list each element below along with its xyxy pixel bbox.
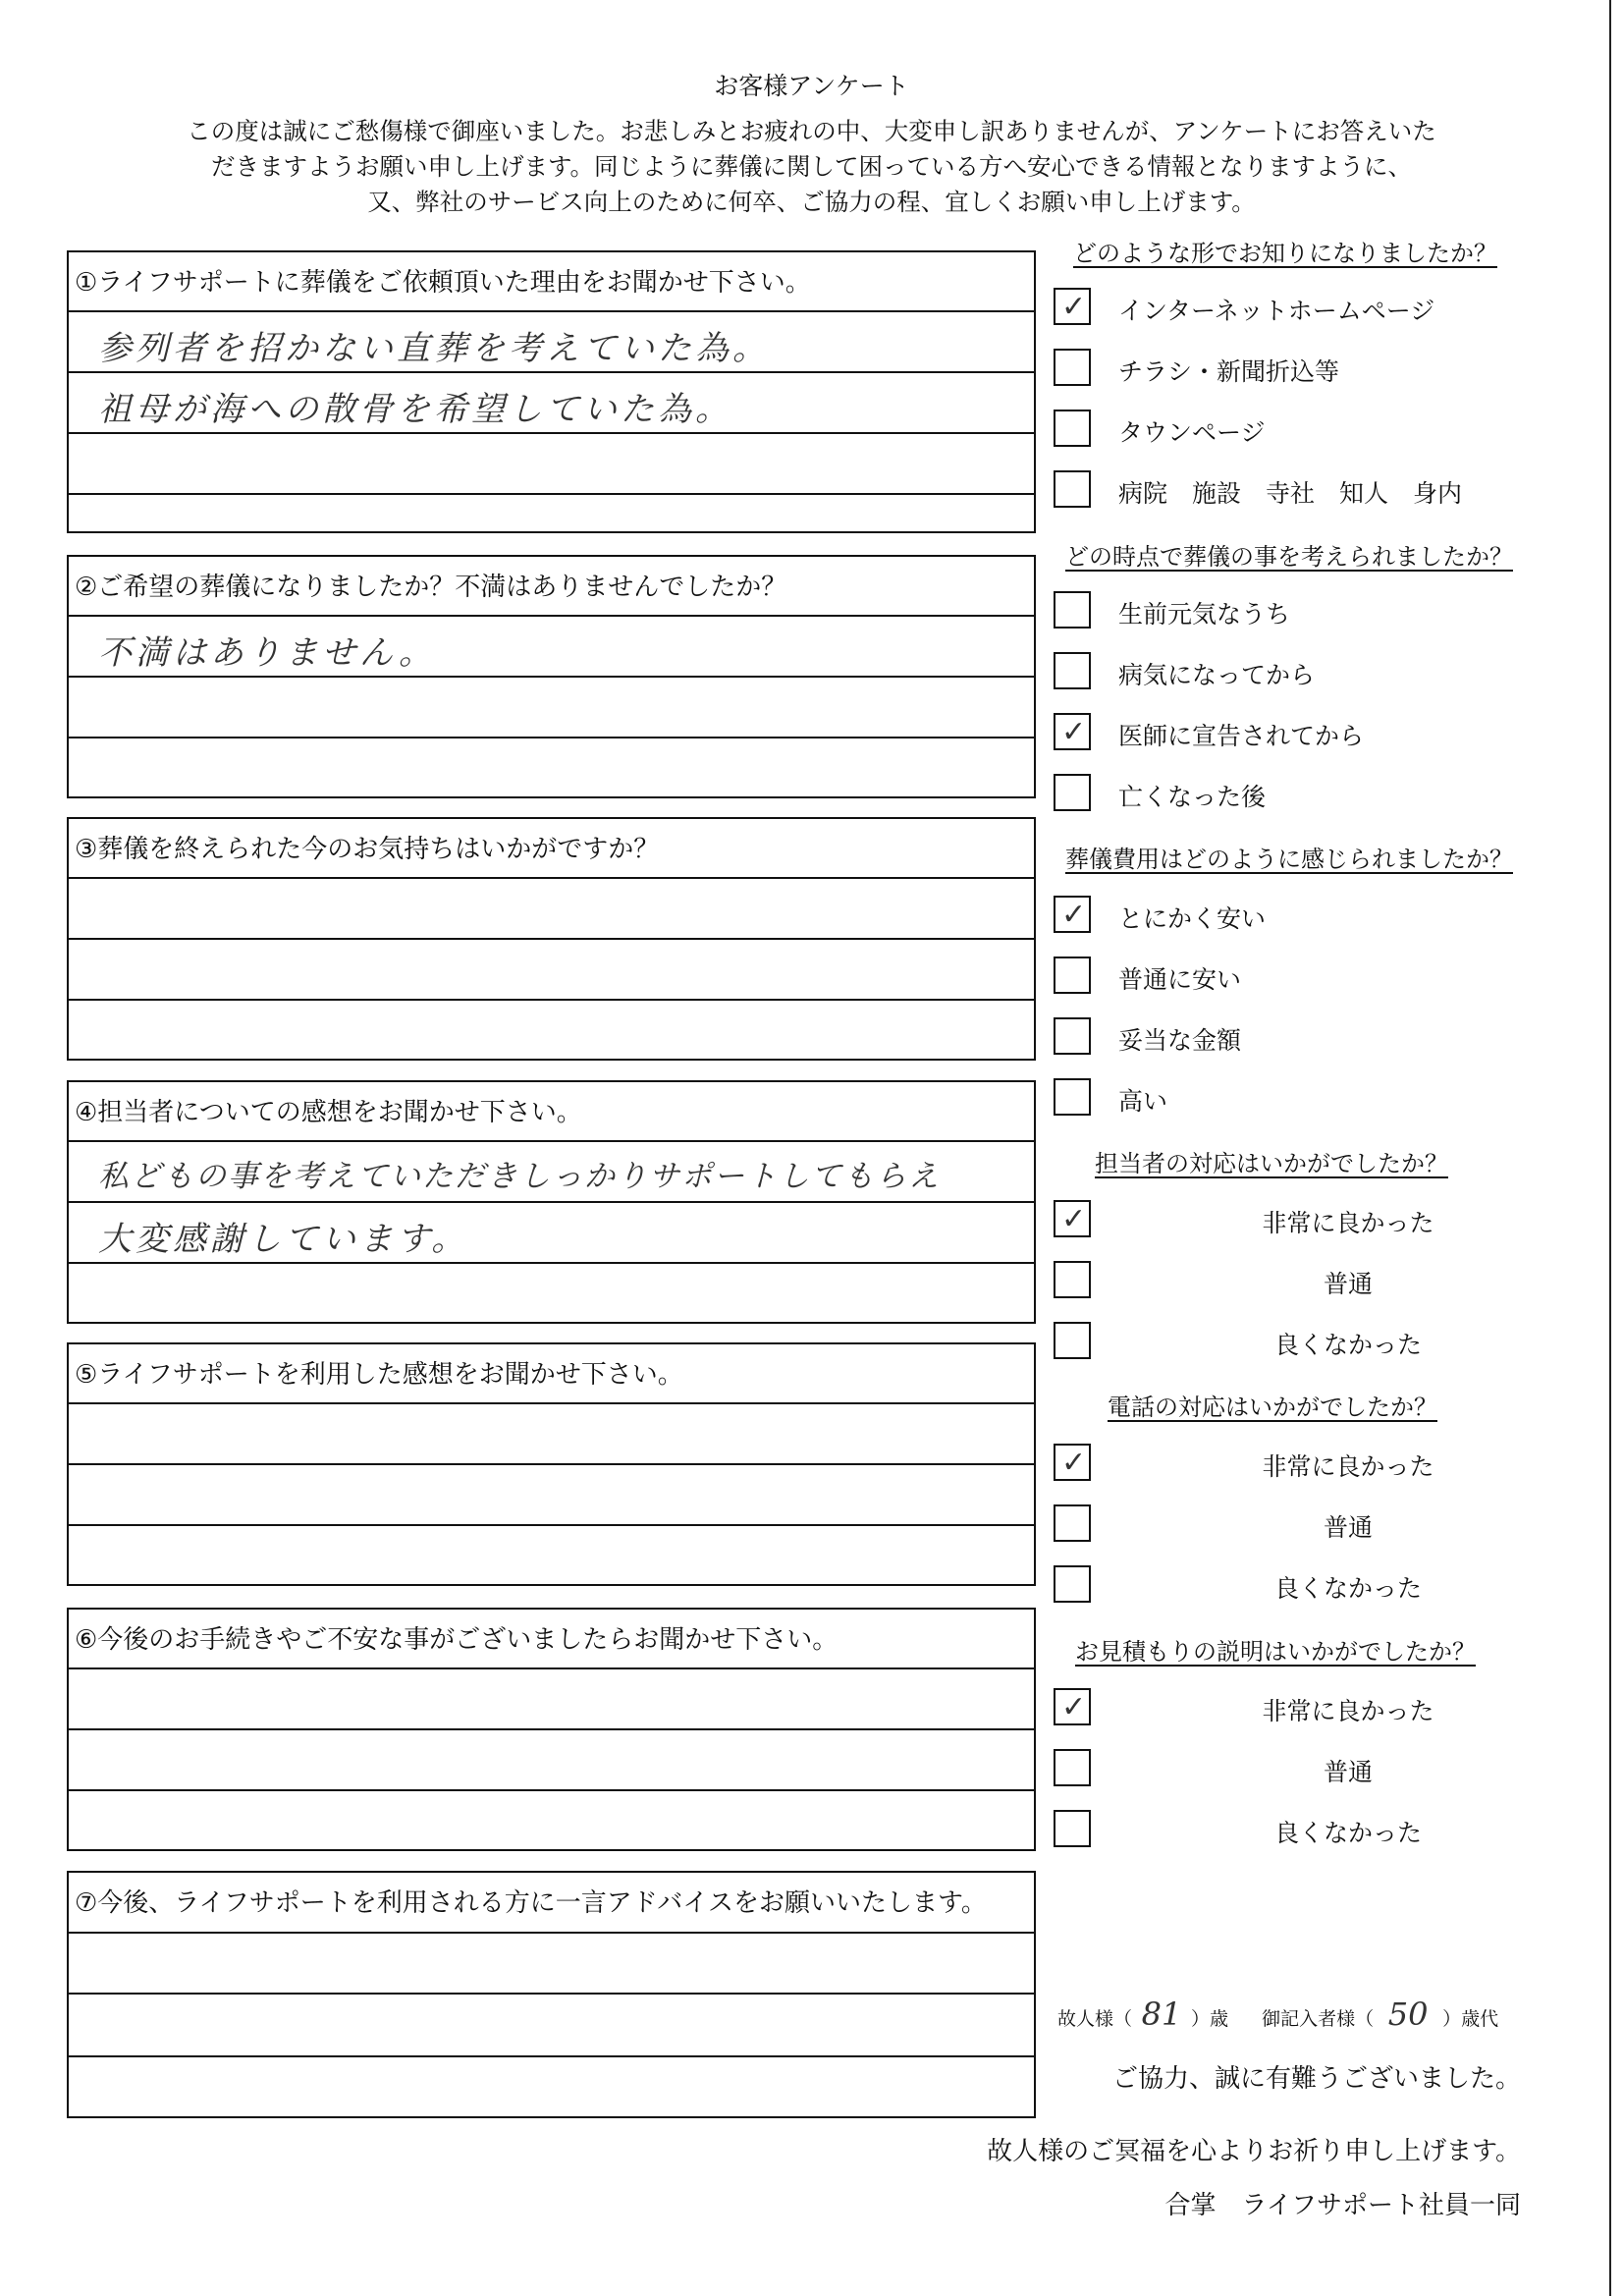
answer-rule xyxy=(69,1262,1034,1264)
option-label: とにかく安い xyxy=(1118,904,1267,933)
answer-rule xyxy=(69,1463,1034,1465)
writer-age-value[interactable]: 50 xyxy=(1387,1995,1429,2033)
question-4-box xyxy=(67,1080,1036,1324)
option-hospital[interactable] xyxy=(1054,470,1603,512)
option-label: チラシ・新聞折込等 xyxy=(1118,357,1340,386)
answer-rule xyxy=(69,615,1034,617)
intro-text xyxy=(59,114,1564,220)
option-label: 病院 施設 寺社 知人 身内 xyxy=(1118,479,1463,508)
question-1-box xyxy=(67,250,1036,533)
option-expensive[interactable] xyxy=(1054,1078,1603,1120)
checkbox[interactable] xyxy=(1054,1017,1091,1055)
option-label: 非常に良かった xyxy=(1262,1209,1434,1237)
option-estimate-normal[interactable] xyxy=(1054,1749,1603,1790)
deceased-age-suffix: ）歳 xyxy=(1191,2008,1229,2030)
checkbox[interactable] xyxy=(1054,896,1091,933)
checkbox[interactable] xyxy=(1054,713,1091,750)
checkbox[interactable] xyxy=(1054,1322,1091,1359)
answer-rule xyxy=(69,1524,1034,1526)
answer-rule xyxy=(69,676,1034,678)
checkmark-icon: ✓ xyxy=(1061,1690,1087,1724)
question-3-label: ③葬儀を終えられた今のお気持ちはいかがですか？ xyxy=(75,835,660,864)
closing-text: 故人様のご冥福を心よりお祈り申し上げます。 xyxy=(987,2137,1521,2166)
checkbox[interactable] xyxy=(1054,288,1091,325)
answer-rule xyxy=(69,1402,1034,1404)
answer-rule xyxy=(69,2055,1034,2057)
checkbox[interactable] xyxy=(1054,1688,1091,1725)
option-label: タウンページ xyxy=(1118,418,1266,447)
option-label: 良くなかった xyxy=(1273,1331,1422,1359)
checkbox[interactable] xyxy=(1054,1749,1091,1786)
option-staff-excellent[interactable] xyxy=(1054,1200,1603,1241)
page-title: お客様アンケート xyxy=(714,72,909,100)
option-label: 普通 xyxy=(1323,1758,1373,1786)
question-3-box xyxy=(67,817,1036,1061)
option-label: 医師に宣告されてから xyxy=(1118,722,1365,750)
page-edge-line xyxy=(1609,0,1611,2296)
option-flyer[interactable] xyxy=(1054,349,1603,390)
question-7-label: ⑦今後、ライフサポートを利用される方に一言アドバイスをお願いいたします。 xyxy=(75,1888,987,1918)
intro-line: 又、弊社のサービス向上のために何卒、ご協力の程、宜しくお願い申し上げます。 xyxy=(367,188,1256,216)
checkbox[interactable] xyxy=(1054,410,1091,447)
handwritten-answer[interactable]: 参列者を招かない直葬を考えていた為。 xyxy=(98,329,770,368)
checkbox[interactable] xyxy=(1054,470,1091,508)
option-town-page[interactable] xyxy=(1054,410,1603,451)
option-label: 妥当な金額 xyxy=(1118,1026,1242,1055)
section-heading-timing: どの時点で葬儀の事を考えられましたか？ xyxy=(1065,543,1513,571)
section-heading-source: どのような形でお知りになりましたか？ xyxy=(1073,240,1497,267)
option-cheap[interactable] xyxy=(1054,957,1603,998)
question-5-label: ⑤ライフサポートを利用した感想をお聞かせ下さい。 xyxy=(75,1360,683,1390)
answer-rule xyxy=(69,310,1034,312)
answer-rule xyxy=(69,877,1034,879)
option-phone-poor[interactable] xyxy=(1054,1565,1603,1607)
option-healthy[interactable] xyxy=(1054,591,1603,632)
checkbox[interactable] xyxy=(1054,1078,1091,1116)
option-label: 生前元気なうち xyxy=(1118,600,1291,629)
section-heading-phone: 電話の対応はいかがでしたか？ xyxy=(1108,1394,1437,1421)
option-very-cheap[interactable] xyxy=(1054,896,1603,937)
question-6-box xyxy=(67,1608,1036,1851)
option-estimate-poor[interactable] xyxy=(1054,1810,1603,1851)
answer-rule xyxy=(69,1201,1034,1203)
writer-age-suffix: ）歳代 xyxy=(1442,2008,1499,2030)
option-label: 普通に安い xyxy=(1118,965,1242,994)
thanks-text: ご協力、誠に有難うございました。 xyxy=(1111,2064,1521,2094)
checkbox[interactable] xyxy=(1054,1504,1091,1542)
answer-rule xyxy=(69,999,1034,1001)
option-staff-poor[interactable] xyxy=(1054,1322,1603,1363)
answer-rule xyxy=(69,493,1034,495)
checkbox[interactable] xyxy=(1054,591,1091,629)
option-label: 普通 xyxy=(1323,1270,1373,1298)
checkbox[interactable] xyxy=(1054,1200,1091,1237)
question-1-label: ①ライフサポートに葬儀をご依頼頂いた理由をお聞かせ下さい。 xyxy=(75,268,811,298)
answer-rule xyxy=(69,432,1034,434)
checkbox[interactable] xyxy=(1054,1444,1091,1481)
question-6-label: ⑥今後のお手続きやご不安な事がございましたらお聞かせ下さい。 xyxy=(75,1625,839,1655)
checkbox[interactable] xyxy=(1054,652,1091,689)
handwritten-answer[interactable]: 大変感謝しています。 xyxy=(98,1220,469,1259)
option-estimate-excellent[interactable] xyxy=(1054,1688,1603,1729)
section-heading-estimate: お見積もりの説明はいかがでしたか？ xyxy=(1075,1638,1476,1666)
checkbox[interactable] xyxy=(1054,957,1091,994)
age-line xyxy=(1057,1995,1498,2033)
option-label: 非常に良かった xyxy=(1262,1697,1434,1725)
deceased-age-prefix: 故人様（ xyxy=(1057,2008,1133,2030)
checkmark-icon: ✓ xyxy=(1061,290,1087,324)
option-label: 病気になってから xyxy=(1118,661,1316,689)
option-phone-excellent[interactable] xyxy=(1054,1444,1603,1485)
checkmark-icon: ✓ xyxy=(1061,898,1087,932)
answer-rule xyxy=(69,1932,1034,1934)
answer-rule xyxy=(69,737,1034,738)
answer-rule xyxy=(69,371,1034,373)
deceased-age-value[interactable]: 81 xyxy=(1141,1995,1182,2033)
option-label: インターネットホームページ xyxy=(1118,297,1435,325)
option-after-death[interactable] xyxy=(1054,774,1603,815)
answer-rule xyxy=(69,1140,1034,1142)
option-phone-normal[interactable] xyxy=(1054,1504,1603,1546)
answer-rule xyxy=(69,1728,1034,1730)
option-label: 亡くなった後 xyxy=(1118,783,1267,811)
option-label: 高い xyxy=(1118,1087,1168,1116)
option-internet[interactable] xyxy=(1054,288,1603,329)
option-label: 非常に良かった xyxy=(1262,1452,1434,1481)
option-label: 普通 xyxy=(1323,1513,1373,1542)
checkmark-icon: ✓ xyxy=(1061,1446,1087,1480)
answer-rule xyxy=(69,938,1034,940)
question-2-box xyxy=(67,555,1036,798)
section-heading-staff: 担当者の対応はいかがでしたか？ xyxy=(1095,1150,1448,1177)
option-label: 良くなかった xyxy=(1273,1819,1422,1847)
option-staff-normal[interactable] xyxy=(1054,1261,1603,1302)
handwritten-answer[interactable]: 不満はありません。 xyxy=(98,633,437,673)
checkmark-icon: ✓ xyxy=(1061,1202,1087,1236)
signature-text: 合掌 ライフサポート社員一同 xyxy=(1164,2191,1521,2220)
checkmark-icon: ✓ xyxy=(1061,715,1087,749)
checkbox[interactable] xyxy=(1054,349,1091,386)
option-ill[interactable] xyxy=(1054,652,1603,693)
answer-rule xyxy=(69,1993,1034,1995)
checkbox[interactable] xyxy=(1054,1565,1091,1603)
checkbox[interactable] xyxy=(1054,1810,1091,1847)
handwritten-answer[interactable]: 祖母が海への散骨を希望していた為。 xyxy=(98,390,732,429)
intro-line: だきますようお願い申し上げます。同じように葬儀に関して困っている方へ安心できる情報となりますように、 xyxy=(210,152,1413,181)
question-7-box xyxy=(67,1871,1036,2118)
checkbox[interactable] xyxy=(1054,774,1091,811)
option-label: 良くなかった xyxy=(1273,1574,1422,1603)
question-5-box xyxy=(67,1342,1036,1586)
section-heading-cost: 葬儀費用はどのように感じられましたか？ xyxy=(1065,846,1513,873)
handwritten-answer[interactable]: 私どもの事を考えていただきしっかりサポートしてもらえ xyxy=(98,1159,941,1194)
writer-age-prefix: 御記入者様（ xyxy=(1262,2008,1375,2030)
question-4-label: ④担当者についての感想をお聞かせ下さい。 xyxy=(75,1098,582,1127)
question-2-label: ②ご希望の葬儀になりましたか？不満はありませんでしたか？ xyxy=(75,573,787,602)
option-doctor-notice[interactable] xyxy=(1054,713,1603,754)
checkbox[interactable] xyxy=(1054,1261,1091,1298)
intro-line: この度は誠にご愁傷様で御座いました。お悲しみとお疲れの中、大変申し訳ありませんが、アンケートにお答えいた xyxy=(187,117,1436,145)
option-reasonable[interactable] xyxy=(1054,1017,1603,1059)
answer-rule xyxy=(69,1789,1034,1791)
answer-rule xyxy=(69,1667,1034,1669)
